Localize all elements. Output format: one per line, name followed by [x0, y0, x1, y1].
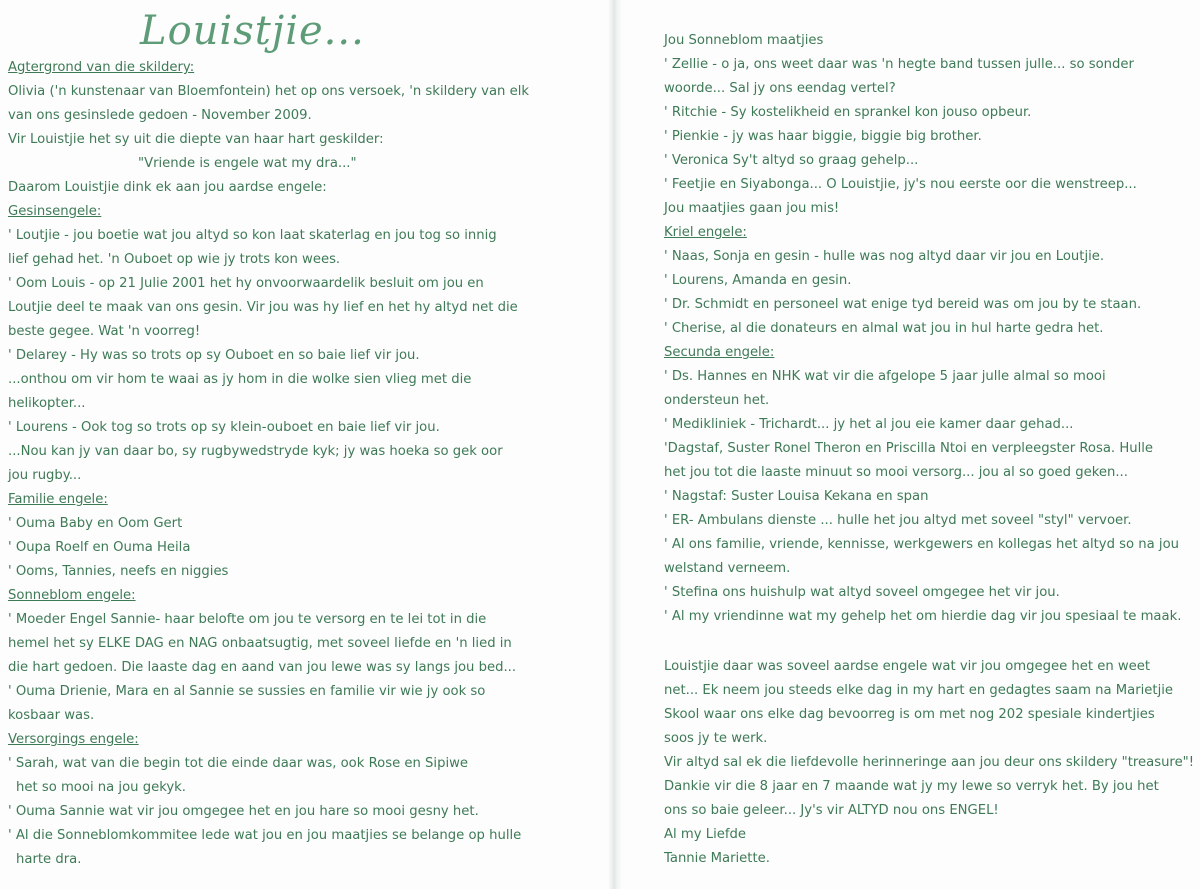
text-line: ' Ds. Hannes en NHK wat vir die afgelope 5 jaar julle almal so mooi — [664, 369, 1106, 384]
section-heading: Gesinsengele: — [8, 204, 102, 219]
text-line: Jou Sonneblom maatjies — [664, 33, 824, 48]
text-line: ' Nagstaf: Suster Louisa Kekana en span — [664, 489, 929, 504]
text-line: ' Ooms, Tannies, neefs en niggies — [8, 564, 229, 579]
text-line: ' Al ons familie, vriende, kennisse, werkgewers en kollegas het altyd so na jou — [664, 537, 1180, 552]
section-heading: Versorgings engele: — [8, 732, 139, 747]
text-line: Skool waar ons elke dag bevoorreg is om met nog 202 spesiale kindertjies — [664, 707, 1155, 722]
text-line: kosbaar was. — [8, 708, 95, 723]
text-line: ' ER- Ambulans dienste ... hulle het jou altyd met soveel "styl" vervoer. — [664, 513, 1132, 528]
text-line: Jou maatjies gaan jou mis! — [664, 201, 840, 216]
text-line: "Vriende is engele wat my dra..." — [138, 156, 357, 171]
text-line: jou rugby... — [8, 468, 82, 483]
text-line: Daarom Louistjie dink ek aan jou aardse engele: — [8, 180, 327, 195]
text-line: ' Cherise, al die donateurs en almal wat jou in hul harte gedra het. — [664, 321, 1104, 336]
text-line: ' Ritchie - Sy kostelikheid en sprankel kon jouso opbeur. — [664, 105, 1032, 120]
text-line: Loutjie deel te maak van ons gesin. Vir jou was hy lief en het hy altyd net die — [8, 300, 518, 315]
text-line: ' Stefina ons huishulp wat altyd soveel omgegee het vir jou. — [664, 585, 1060, 600]
text-line: ' Medikliniek - Trichardt... jy het al jou eie kamer daar gehad... — [664, 417, 1074, 432]
text-line: ' Pienkie - jy was haar biggie, biggie big brother. — [664, 129, 982, 144]
page-fold — [608, 0, 622, 889]
text-line: die hart gedoen. Die laaste dag en aand van jou lewe was sy langs jou bed... — [8, 660, 517, 675]
text-line: Louistjie daar was soveel aardse engele wat vir jou omgegee het en weet — [664, 659, 1151, 674]
text-line: ondersteun het. — [664, 393, 770, 408]
text-line: van ons gesinslede gedoen - November 2009. — [8, 108, 312, 123]
text-line: ons so baie geleer... Jy's vir ALTYD nou ons ENGEL! — [664, 803, 999, 818]
text-line: ' Ouma Drienie, Mara en al Sannie se sussies en familie vir wie jy ook so — [8, 684, 486, 699]
section-heading: Secunda engele: — [664, 345, 775, 360]
text-line: ' Sarah, wat van die begin tot die einde daar was, ook Rose en Sipiwe — [8, 756, 469, 771]
text-line: ...onthou om vir hom te waai as jy hom in die wolke sien vlieg met die — [8, 372, 472, 387]
text-line: Dankie vir die 8 jaar en 7 maande wat jy my lewe so verryk het. By jou het — [664, 779, 1159, 794]
text-line: welstand verneem. — [664, 561, 791, 576]
text-line: ' Zellie - o ja, ons weet daar was 'n hegte band tussen julle... so sonder — [664, 57, 1134, 72]
text-line: ' Moeder Engel Sannie- haar belofte om jou te versorg en te lei tot in die — [8, 612, 487, 627]
text-line: ' Ouma Sannie wat vir jou omgegee het en jou hare so mooi gesny het. — [8, 804, 479, 819]
text-line: ' Delarey - Hy was so trots op sy Ouboet en so baie lief vir jou. — [8, 348, 420, 363]
text-line: het jou tot die laaste minuut so mooi versorg... jou al so goed geken... — [664, 465, 1128, 480]
text-line: ' Naas, Sonja en gesin - hulle was nog altyd daar vir jou en Loutjie. — [664, 249, 1105, 264]
text-line: soos jy te werk. — [664, 731, 768, 746]
text-line: ' Al die Sonneblomkommitee lede wat jou en jou maatjies se belange op hulle — [8, 828, 522, 843]
page-title: Louistjie... — [140, 8, 365, 54]
text-line: ' Lourens, Amanda en gesin. — [664, 273, 852, 288]
text-line: hemel het sy ELKE DAG en NAG onbaatsugtig, met soveel liefde en 'n lied in — [8, 636, 512, 651]
text-line: lief gehad het. 'n Ouboet op wie jy trots kon wees. — [8, 252, 341, 267]
text-line: Vir altyd sal ek die liefdevolle herinneringe aan jou deur ons skildery "treasure"! — [664, 755, 1195, 770]
text-line: ' Oom Louis - op 21 Julie 2001 het hy onvoorwaardelik besluit om jou en — [8, 276, 484, 291]
text-line: ' Oupa Roelf en Ouma Heila — [8, 540, 191, 555]
text-line: harte dra. — [16, 852, 82, 867]
text-line: woorde... Sal jy ons eendag vertel? — [664, 81, 896, 96]
text-line: ' Lourens - Ook tog so trots op sy klein-ouboet en baie lief vir jou. — [8, 420, 440, 435]
text-line: 'Dagstaf, Suster Ronel Theron en Priscilla Ntoi en verpleegster Rosa. Hulle — [664, 441, 1154, 456]
text-line: ' Feetjie en Siyabonga... O Louistjie, jy's nou eerste oor die wenstreep... — [664, 177, 1137, 192]
text-line: Vir Louistjie het sy uit die diepte van haar hart geskilder: — [8, 132, 384, 147]
text-line: beste gegee. Wat 'n voorreg! — [8, 324, 201, 339]
text-line: Al my Liefde — [664, 827, 746, 842]
text-line: ' Veronica Sy't altyd so graag gehelp... — [664, 153, 919, 168]
text-line: ' Ouma Baby en Oom Gert — [8, 516, 183, 531]
text-line: ...Nou kan jy van daar bo, sy rugbywedstryde kyk; jy was hoeka so gek oor — [8, 444, 503, 459]
section-heading: Familie engele: — [8, 492, 108, 507]
text-line: ' Al my vriendinne wat my gehelp het om hierdie dag vir jou spesiaal te maak. — [664, 609, 1182, 624]
section-heading: Kriel engele: — [664, 225, 747, 240]
text-line: ' Loutjie - jou boetie wat jou altyd so kon laat skaterlag en jou tog so innig — [8, 228, 497, 243]
section-heading: Agtergrond van die skildery: — [8, 60, 195, 75]
text-line: net... Ek neem jou steeds elke dag in my hart en gedagtes saam na Marietjie — [664, 683, 1174, 698]
section-heading: Sonneblom engele: — [8, 588, 136, 603]
text-line: ' Dr. Schmidt en personeel wat enige tyd bereid was om jou by te staan. — [664, 297, 1142, 312]
text-line: helikopter... — [8, 396, 86, 411]
text-line: Olivia ('n kunstenaar van Bloemfontein) het op ons versoek, 'n skildery van elk — [8, 84, 530, 99]
text-line: het so mooi na jou gekyk. — [16, 780, 187, 795]
text-line: Tannie Mariette. — [664, 851, 770, 866]
